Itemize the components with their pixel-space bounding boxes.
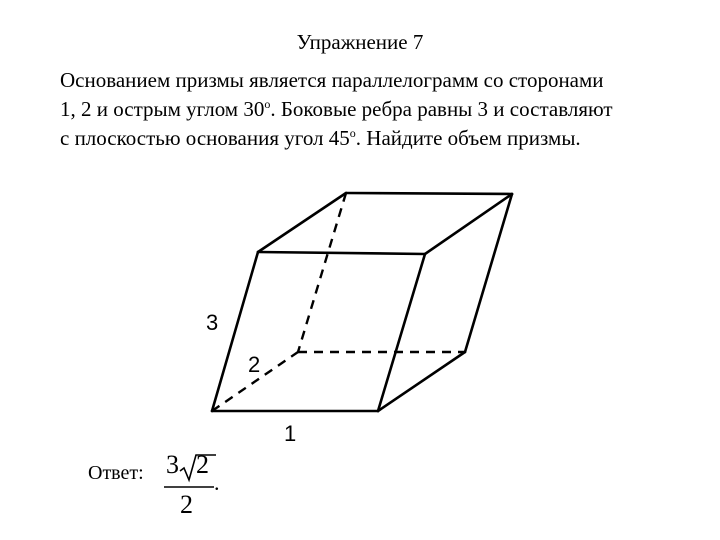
edge-label-3: 3 bbox=[206, 310, 219, 335]
top-edge-back bbox=[346, 193, 512, 194]
edge-label-1: 1 bbox=[284, 421, 297, 446]
problem-line-1: Основанием призмы является параллелограмм со сторонами bbox=[60, 68, 604, 92]
fraction-bar bbox=[163, 485, 215, 489]
numerator-coefficient: 3 bbox=[166, 450, 179, 479]
numerator-radicand: 2 bbox=[196, 450, 209, 479]
top-edge-right bbox=[425, 194, 512, 254]
top-edge-front bbox=[258, 252, 425, 254]
lateral-edge-back-right bbox=[465, 194, 512, 352]
exercise-title: Упражнение 7 bbox=[296, 30, 424, 54]
degree-mark: o bbox=[264, 97, 271, 111]
problem-line-2: 1, 2 и острым углом 30$^o$. Боковые ребра равны 3 и составляют bbox=[60, 97, 613, 121]
answer-denominator: 2 bbox=[180, 490, 193, 519]
lateral-edge-front-right bbox=[378, 254, 425, 411]
top-edge-left bbox=[258, 193, 346, 252]
bottom-edge-right bbox=[378, 352, 465, 411]
problem-line-3: с плоскостью основания угол 45$^o$. Найдите объем призмы. bbox=[60, 126, 581, 150]
edge-label-2: 2 bbox=[248, 352, 261, 377]
answer-label: Ответ: bbox=[88, 462, 144, 484]
answer-period: . bbox=[214, 470, 220, 495]
degree-mark: o bbox=[349, 126, 356, 140]
lateral-edge-front-left bbox=[212, 252, 261, 411]
hidden-lateral-edge bbox=[298, 193, 346, 352]
